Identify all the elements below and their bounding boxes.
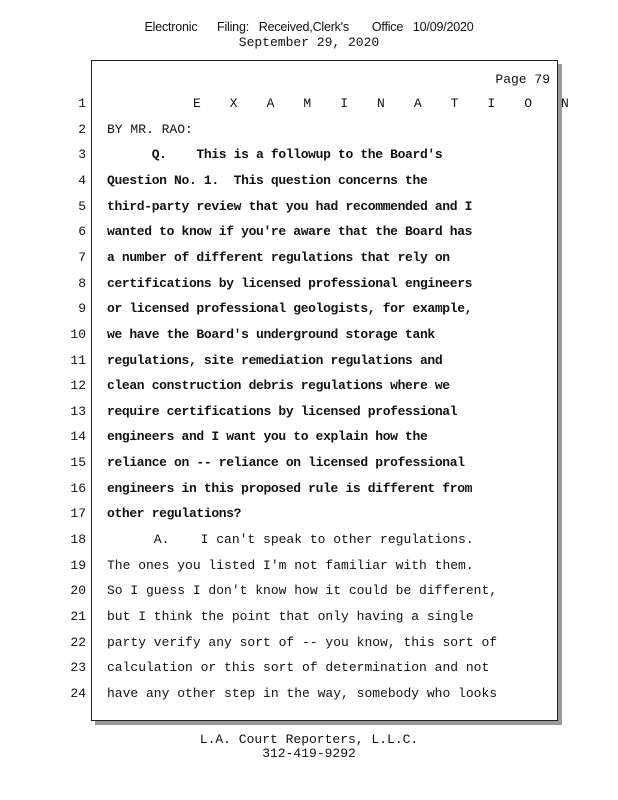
line-number: 6 [78,224,86,240]
transcript-line [0,455,618,481]
line-text: Q. This is a followup to the Board's [107,147,443,163]
transcript-date: September 29, 2020 [238,35,380,50]
transcript-line [0,224,618,250]
line-number: 23 [70,660,86,676]
line-number: 14 [70,429,86,445]
reporter-company: L.A. Court Reporters, L.L.C. [199,732,419,747]
line-text: but I think the point that only having a single [107,609,474,624]
line-text: engineers and I want you to explain how the [107,429,428,445]
line-text: wanted to know if you're aware that the Board has [107,224,473,240]
line-text: third-party review that you had recommended and I [107,198,473,214]
line-number: 21 [70,609,86,624]
line-number: 13 [70,403,86,419]
line-text: or licensed professional geologists, for example, [107,301,473,317]
transcript-line [0,532,618,558]
transcript-line [0,378,618,404]
transcript-line [0,404,618,430]
transcript-line [0,583,618,609]
line-text: calculation or this sort of determination and not [107,660,490,676]
transcript-line [0,327,618,353]
transcript-line [0,147,618,173]
transcript-line [0,276,618,302]
line-number: 20 [70,583,86,599]
line-number: 7 [78,249,86,265]
line-number: 18 [70,532,86,548]
line-text: So I guess I don't know how it could be different, [107,583,498,599]
filing-stamp: Electronic Filing: Received,Clerk's Office 10/09/2020 [144,20,474,34]
transcript-line [0,609,618,635]
line-number: 16 [70,480,86,496]
line-text: clean construction debris regulations where we [107,378,450,394]
line-number: 8 [78,275,86,291]
line-number: 10 [70,326,86,342]
line-number: 11 [70,352,86,368]
line-number: 19 [70,557,86,573]
line-number: 1 [78,96,86,111]
line-number: 22 [70,634,86,650]
transcript-line [0,481,618,507]
transcript-line [0,122,618,148]
line-number: 4 [78,172,86,188]
transcript-line [0,301,618,327]
transcript-line [0,250,618,276]
transcript-line [0,199,618,225]
line-text: E X A M I N A T I O N [193,96,580,111]
line-text: The ones you listed I'm not familiar with them. [107,557,474,573]
line-text: other regulations? [107,506,242,522]
transcript-line [0,635,618,661]
line-text: a number of different regulations that rely on [107,249,450,265]
reporter-phone: 312-419-9292 [262,746,356,761]
line-number: 3 [78,147,86,163]
transcript-line [0,96,618,122]
transcript-line [0,173,618,199]
line-number: 12 [70,378,86,394]
transcript-line [0,558,618,584]
page-number: Page 79 [495,72,550,87]
line-text: reliance on -- reliance on licensed professional [107,455,465,471]
line-number: 24 [70,685,86,701]
footer [0,733,618,761]
line-text: A. I can't speak to other regulations. [107,532,474,548]
line-text: BY MR. RAO: [107,121,193,137]
line-number: 5 [78,198,86,214]
line-number: 15 [70,455,86,471]
transcript-line [0,429,618,455]
line-number: 9 [78,301,86,317]
line-text: certifications by licensed professional engineers [107,275,473,291]
line-text: we have the Board's underground storage tank [107,326,435,342]
line-text: require certifications by licensed professional [107,403,458,419]
line-number: 2 [78,121,86,137]
transcript-line [0,353,618,379]
transcript-line [0,686,618,712]
line-text: Question No. 1. This question concerns the [107,172,428,188]
line-number: 17 [70,506,86,522]
line-text: have any other step in the way, somebody who looks [107,685,498,701]
line-text: engineers in this proposed rule is different from [107,480,473,496]
transcript-line [0,660,618,686]
line-text: party verify any sort of -- you know, this sort of [107,634,498,650]
transcript-line [0,506,618,532]
line-text: regulations, site remediation regulations and [107,352,443,368]
